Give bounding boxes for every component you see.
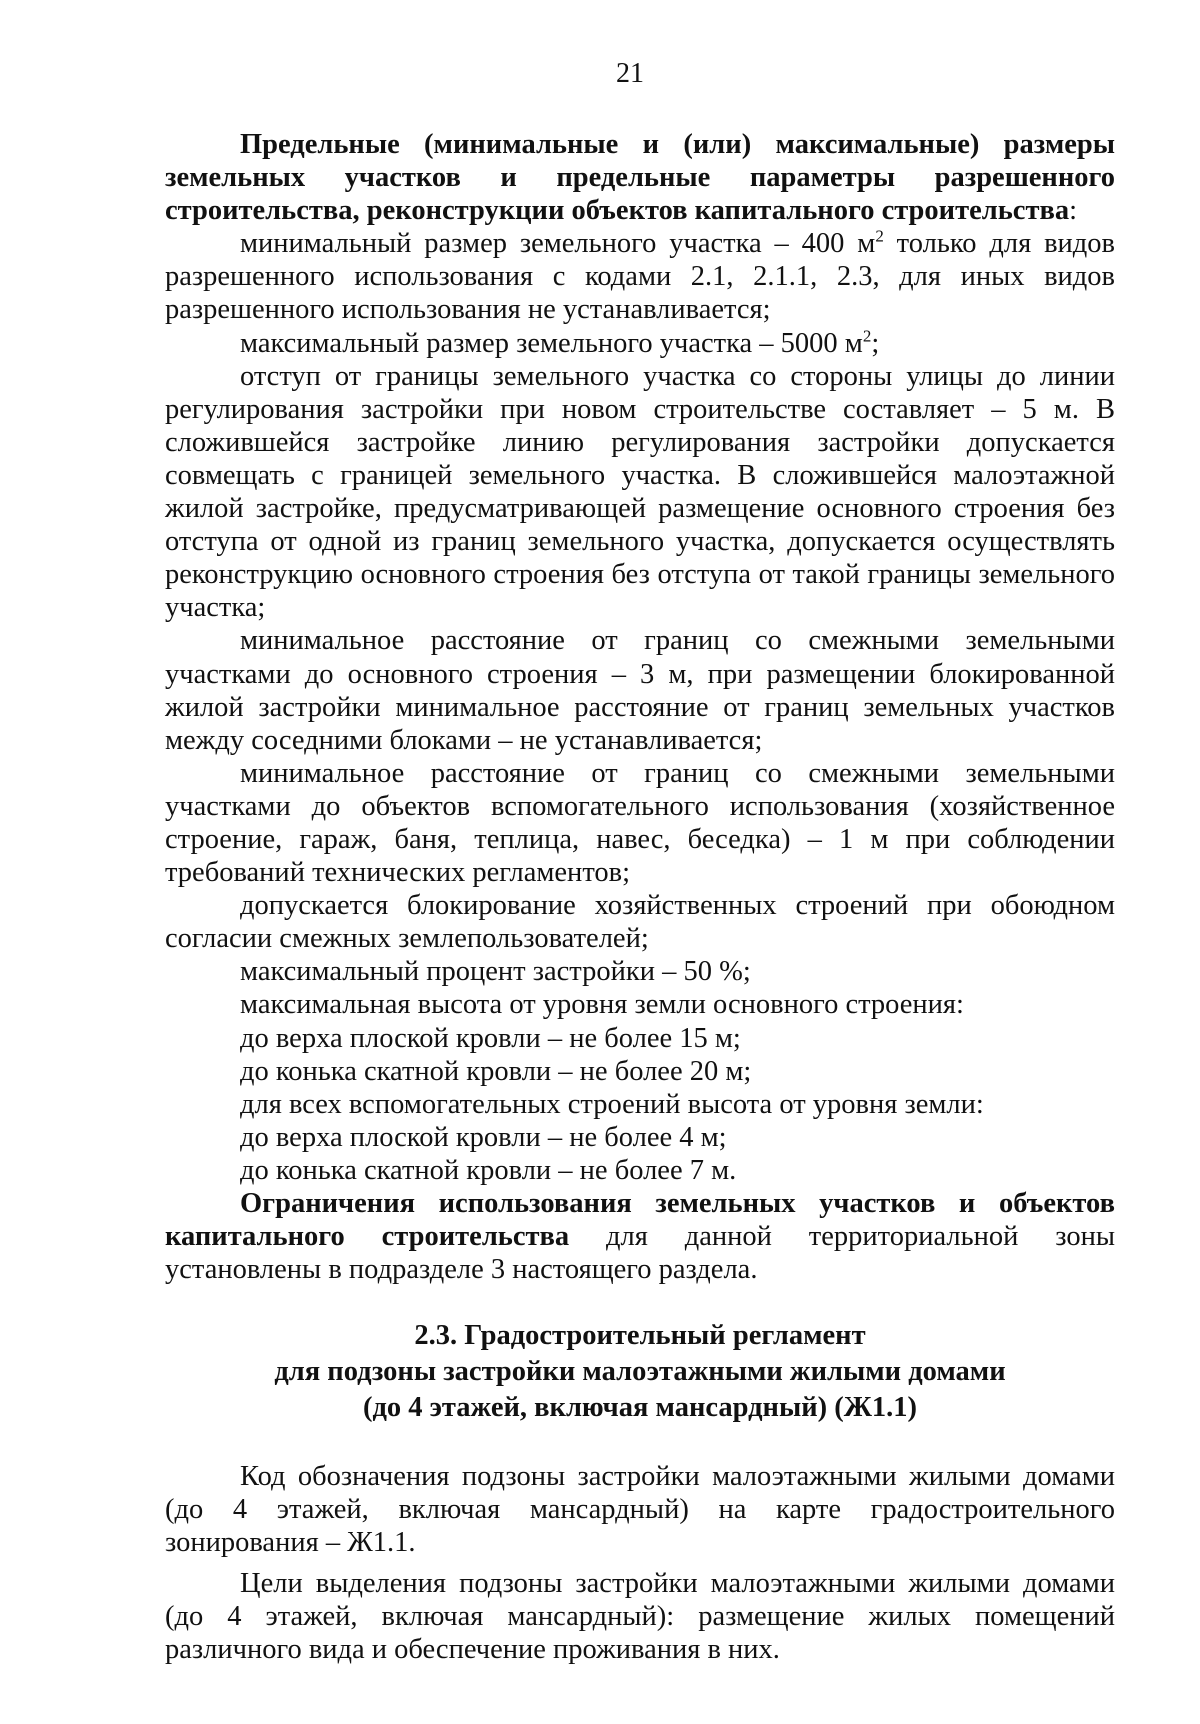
zone-block <box>165 1460 1115 1666</box>
intro-paragraph <box>165 128 1115 227</box>
section-heading-line-3: (до 4 этажей, включая мансардный) (Ж1.1) <box>362 1392 918 1423</box>
flat-roof-paragraph: до верха плоской кровли – не более 15 м; <box>240 1022 741 1054</box>
regulation-block <box>165 128 1115 1286</box>
max-area-paragraph <box>165 327 1115 360</box>
section-heading-line-2: для подзоны застройки малоэтажными жилыми домами <box>274 1356 1006 1387</box>
zone-goals-paragraph: Цели выделения подзоны застройки малоэтажными жилыми домами (до 4 этажей, включая мансардный): размещение жилых помещений различного вида и обеспечение проживания в них. <box>165 1568 1115 1665</box>
blocking-paragraph: допускается блокирование хозяйственных строений при обоюдном согласии смежных землепользователей; <box>165 890 1115 955</box>
restrictions-paragraph <box>165 1187 1115 1286</box>
restrictions-lead: Ограничения использования земельных участков и объектов капитального строительства <box>165 1188 1115 1253</box>
min-area-sup: 2 <box>875 226 884 246</box>
intro-colon: : <box>1069 195 1078 227</box>
intro-lead: Предельные (минимальные и (или) максимальные) размеры земельных участков и предельные параметры разрешенного строительства, реконструкции объектов капитального строительства <box>165 129 1115 227</box>
zone-code-paragraph: Код обозначения подзоны застройки малоэтажными жилыми домами (до 4 этажей, включая мансардный) на карте градостроительного зонирования – Ж1.1. <box>165 1461 1115 1558</box>
aux-flat-roof-paragraph: до верха плоской кровли – не более 4 м; <box>240 1121 727 1153</box>
min-area-tail: только для видов разрешенного использования с кодами 2.1, 2.1.1, 2.3, для иных видов разрешенного использования не устанавливается; <box>165 228 1115 326</box>
aux-pitched-roof-paragraph: до конька скатной кровли – не более 7 м. <box>240 1154 737 1186</box>
min-distance-aux-paragraph: минимальное расстояние от границ со смежными земельными участками до объектов вспомогательного использования (хозяйственное строение, гараж, баня, теплица, навес, беседка) – 1 м при соблюдении требований технических регламентов; <box>165 757 1115 889</box>
page-number: 21 <box>616 58 644 89</box>
max-height-paragraph: максимальная высота от уровня земли основного строения: <box>240 989 964 1021</box>
min-distance-main-paragraph: минимальное расстояние от границ со смежными земельными участками до основного строения – 3 м, при размещении блокированной жилой застройки минимальное расстояние от границ земельных участков между соседними блоками – не устанавливается; <box>165 625 1115 756</box>
max-area-sup: 2 <box>862 326 872 346</box>
min-area-text: минимальный размер земельного участка – 400 м <box>240 228 876 260</box>
pitched-roof-paragraph: до конька скатной кровли – не более 20 м; <box>240 1055 752 1087</box>
section-heading <box>165 1318 1115 1426</box>
setback-paragraph: отступ от границы земельного участка со стороны улицы до линии регулирования застройки при новом строительстве составляет – 5 м. В сложившейся застройке линию регулирования застройки допускается совмещать с границей земельного участка. В сложившейся малоэтажной жилой застройке, предусматривающей размещение основного строения без отступа от одной из границ земельного участка, допускается осуществлять реконструкцию основного строения без отступа от такой границы земельного участка; <box>165 360 1115 624</box>
max-area-text: максимальный размер земельного участка – 5000 м <box>240 327 863 359</box>
max-area-tail: ; <box>871 327 880 359</box>
section-heading-line-1: 2.3. Градостроительный регламент <box>414 1320 866 1351</box>
max-percent-paragraph: максимальный процент застройки – 50 %; <box>240 956 751 988</box>
min-area-paragraph <box>165 227 1115 326</box>
restrictions-tail: для данной территориальной зоны установлены в подразделе 3 настоящего раздела. <box>165 1221 1115 1286</box>
aux-height-paragraph: для всех вспомогательных строений высота от уровня земли: <box>240 1088 984 1120</box>
